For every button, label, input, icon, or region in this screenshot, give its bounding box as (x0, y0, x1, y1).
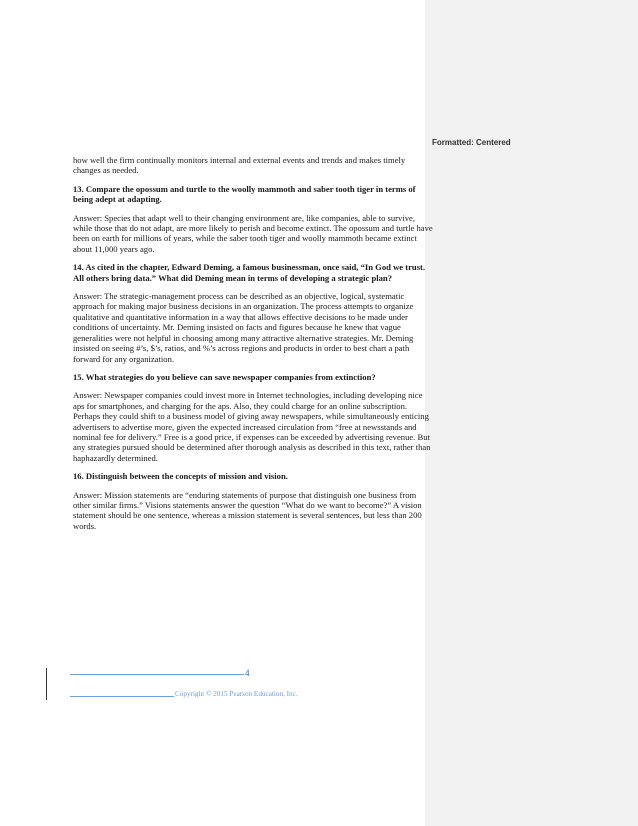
answer-15: Answer: Newspaper companies could invest more in Internet technologies, including developing nice aps for smartphones, and charging for the aps. Also, they could charge for an online subscription. Perhaps they could shift to a business model of giving away newspapers, while simultaneously enticing advertisers to advertise more, given the expected increased circulation from “free at newsstands and nominal fee for delivery.” Free is a good price, if expenses can be exceeded by advertising revenue. But any strategies pursued should be determined after thorough analysis as described in this text, rather than haphazardly determined. (73, 390, 431, 463)
footer-rule (70, 674, 244, 675)
page-number: 4 (245, 668, 250, 678)
formatting-comment: Formatted: Centered (432, 138, 511, 147)
question-13: 13. Compare the opossum and turtle to the woolly mammoth and saber tooth tiger in terms of being adept at adapting. (73, 183, 416, 205)
answer-16: Answer: Mission statements are “enduring statements of purpose that distinguish one business from other similar firms.” Visions statements answer the question “What do we want to become?” A vision statement should be one sentence, whereas a mission statement is several sentences, but less than 200 words. (73, 489, 422, 531)
intro-paragraph: how well the firm continually monitors internal and external events and trends and makes timely changes as needed. (73, 155, 406, 176)
comment-pane (425, 0, 638, 826)
copyright-rule-left (70, 696, 174, 697)
change-bar (46, 668, 47, 700)
question-16: 16. Distinguish between the concepts of mission and vision. (73, 471, 288, 482)
answer-14: Answer: The strategic-management process can be described as an objective, logical, systematic approach for making major business decisions in an organization. The process attempts to organize qualitative and quantitative information in a way that allows effective decisions to be made under conditions of uncertainty. Mr. Deming insisted on facts and figures because he knew that vague generalities were not helpful in choosing among many attractive alternative strategies. Mr. Deming insisted on seeing #’s, $’s, ratios, and %’s across regions and products in order to best chart a path forward for any organization. (73, 291, 414, 364)
answer-13: Answer: Species that adapt well to their changing environment are, like companies, able to survive, while those that do not adapt, are more likely to perish and become extinct. The opossum and turtle have been on earth for millions of years, while the saber tooth tiger and woolly mammoth became extinct about 11,000 years ago. (73, 212, 433, 254)
copyright-text: Copyright © 2015 Pearson Education, Inc. (175, 690, 298, 698)
question-14: 14. As cited in the chapter, Edward Deming, a famous businessman, once said, “In God we trust. All others bring data.” What did Deming mean in terms of developing a strategic plan? (73, 262, 426, 283)
document-body (73, 155, 433, 539)
question-15: 15. What strategies do you believe can save newspaper companies from extinction? (73, 371, 376, 382)
